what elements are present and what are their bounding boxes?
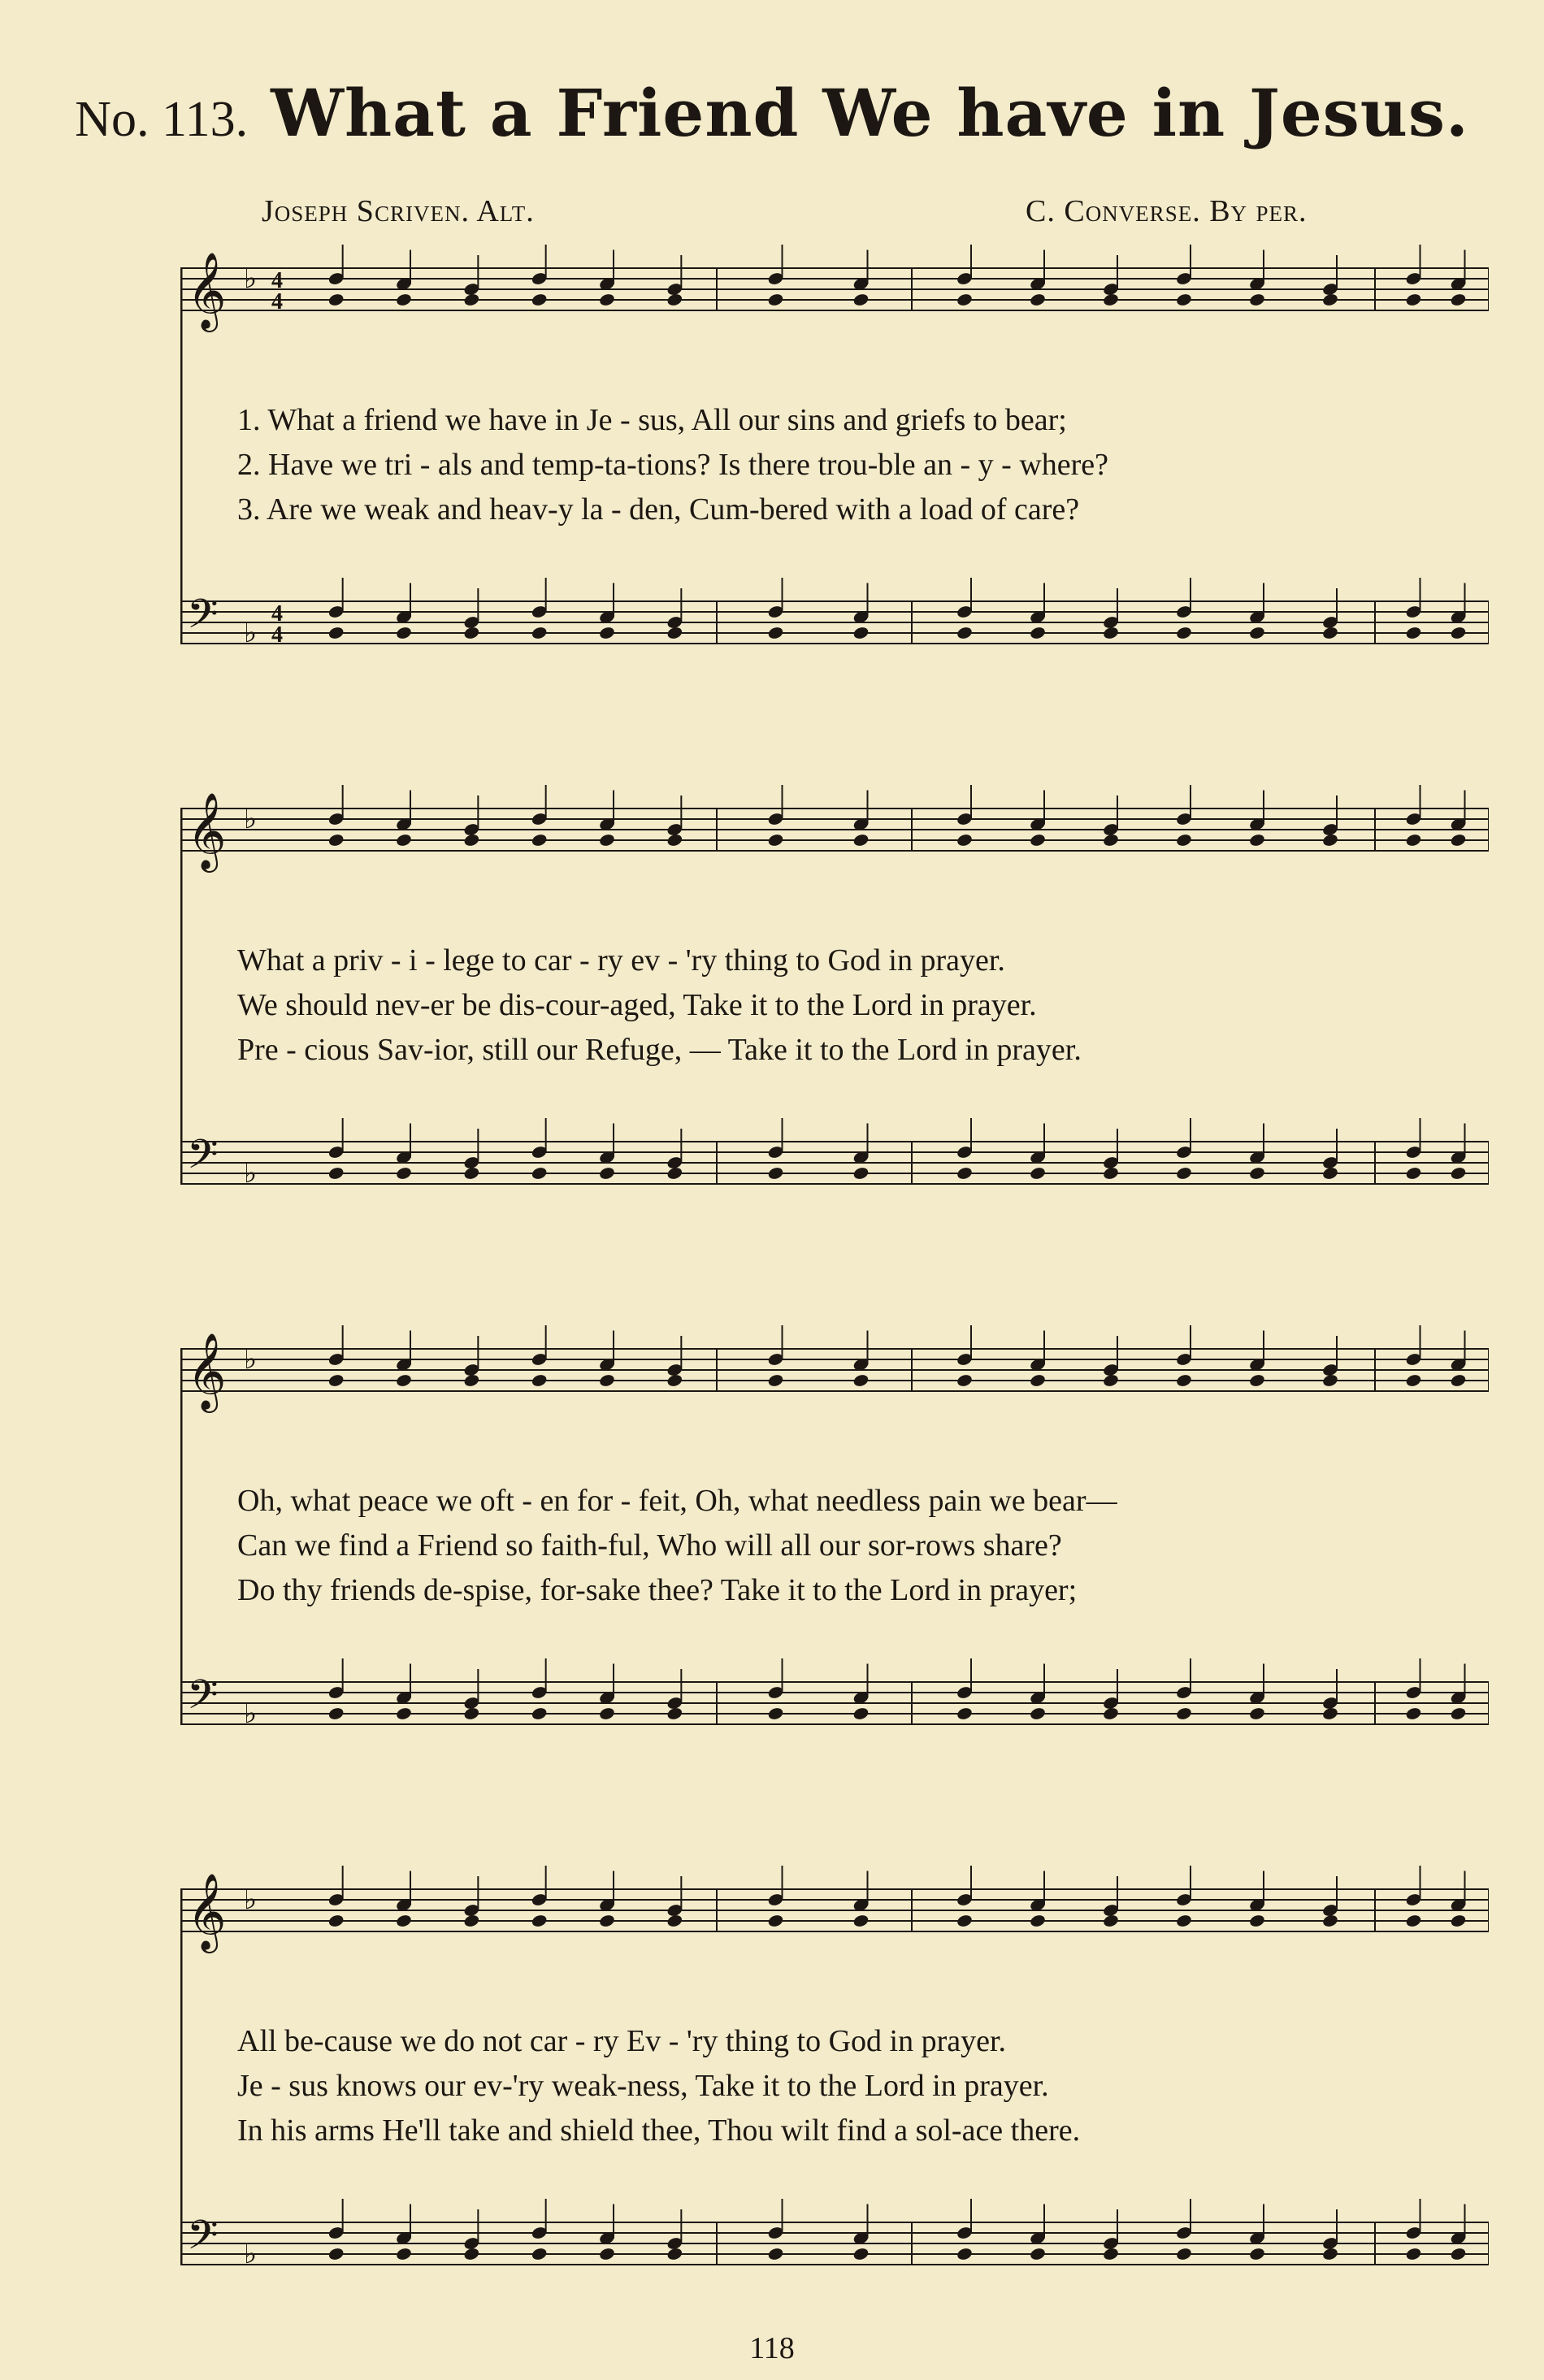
note-head [1405,1373,1422,1388]
note-head [531,1166,548,1181]
note-head [852,833,870,848]
lyric-line: Oh, what peace we oft - en for - feit, Oh, what needless pain we bear— [237,1484,1117,1518]
note-head [767,626,784,640]
note-head [598,1166,615,1181]
note-head [395,626,412,640]
flat-key-signature-icon: ♭ [244,1697,258,1730]
treble-clef-icon: 𝄞 [187,1873,227,1950]
time-signature-digit: 4 [271,289,283,314]
note-head [1029,293,1046,307]
note-head [767,293,784,307]
note-head [1321,626,1338,640]
note-head [956,626,973,640]
note-head [956,1166,973,1181]
note-head [1248,293,1265,307]
words-credit: Joseph Scriven. Alt. [262,194,535,228]
note-head [1405,1914,1422,1928]
note-head [1175,1914,1192,1928]
note-head [1405,1706,1422,1721]
note-head [598,1373,615,1388]
note-head [767,2247,784,2261]
note-head [852,1166,870,1181]
note-head [852,1706,870,1721]
note-head [956,1373,973,1388]
treble-clef-icon: 𝄞 [187,252,227,329]
note-head [1175,293,1192,307]
note-head [956,2247,973,2261]
bass-clef-icon: 𝄢 [187,1671,219,1728]
music-system-3 [180,1324,1489,1747]
note-head [395,1166,412,1181]
note-head [1321,2247,1338,2261]
lyric-line: What a priv - i - lege to car - ry ev - 'ry thing to God in prayer. [237,943,1005,978]
treble-clef-icon: 𝄞 [187,792,227,869]
note-head [531,1914,548,1928]
note-head [395,833,412,848]
note-head [327,1706,345,1721]
note-head [1405,1166,1422,1181]
bass-clef-icon: 𝄢 [187,2212,219,2269]
treble-staff [180,1866,1489,1953]
note-head [598,1706,615,1721]
note-head [1321,1166,1338,1181]
note-head [666,1914,683,1928]
note-head [531,833,548,848]
note-head [1450,1166,1467,1181]
note-head [666,833,683,848]
note-head [852,2247,870,2261]
note-head [767,1914,784,1928]
note-head [327,293,345,307]
bass-clef-icon: 𝄢 [187,1131,219,1188]
note-head [1321,833,1338,848]
lyrics-block [180,1479,1489,1613]
note-head [767,1706,784,1721]
bass-staff [180,1118,1489,1190]
note-head [767,833,784,848]
flat-key-signature-icon: ♭ [244,1884,258,1916]
note-head [531,1706,548,1721]
note-head [666,1706,683,1721]
bass-staff [180,1658,1489,1730]
note-head [956,1914,973,1928]
note-head [1029,1706,1046,1721]
note-head [1450,2247,1467,2261]
note-head [598,833,615,848]
note-head [666,626,683,640]
flat-key-signature-icon: ♭ [244,803,258,835]
note-head [1029,1914,1046,1928]
note-head [1450,293,1467,307]
lyrics-block [180,398,1489,532]
lyric-line: 1. What a friend we have in Je - sus, All our sins and griefs to bear; [237,403,1067,437]
note-head [598,626,615,640]
note-head [1405,626,1422,640]
note-head [1102,1706,1119,1721]
note-head [463,1914,480,1928]
lyrics-block [180,939,1489,1073]
note-head [1102,1166,1119,1181]
note-head [1248,2247,1265,2261]
time-signature-digit: 4 [271,622,283,648]
hymn-title-line [0,75,1544,151]
note-head [327,833,345,848]
note-head [1248,833,1265,848]
note-head [463,833,480,848]
note-head [1321,1706,1338,1721]
note-head [327,626,345,640]
lyric-line: Do thy friends de-spise, for-sake thee? Take it to the Lord in prayer; [237,1573,1078,1607]
flat-key-signature-icon: ♭ [244,1343,258,1376]
note-head [1175,1706,1192,1721]
note-head [327,1373,345,1388]
note-head [767,1166,784,1181]
note-head [1029,833,1046,848]
note-head [1321,1914,1338,1928]
note-head [1450,833,1467,848]
note-head [327,1914,345,1928]
lyric-line: 2. Have we tri - als and temp-ta-tions? Is there trou-ble an - y - where? [237,448,1109,482]
flat-key-signature-icon: ♭ [244,262,258,295]
flat-key-signature-icon: ♭ [244,2238,258,2270]
note-head [598,293,615,307]
note-head [1450,626,1467,640]
note-head [1029,1166,1046,1181]
note-head [1175,2247,1192,2261]
note-head [395,293,412,307]
treble-staff [180,1325,1489,1413]
note-head [1450,1373,1467,1388]
music-system-4 [180,1865,1489,2287]
lyric-line: All be-cause we do not car - ry Ev - 'ry thing to God in prayer. [237,2024,1007,2058]
note-head [463,626,480,640]
treble-staff [180,785,1489,873]
note-head [598,1914,615,1928]
music-system-1 [180,244,1489,666]
note-head [395,1706,412,1721]
page-number: 118 [749,2331,795,2365]
note-head [531,1373,548,1388]
note-head [1248,1373,1265,1388]
lyric-line: In his arms He'll take and shield thee, Thou wilt find a sol-ace there. [237,2113,1081,2148]
note-head [598,2247,615,2261]
lyric-line: Je - sus knows our ev-'ry weak-ness, Take it to the Lord in prayer. [237,2069,1049,2103]
note-head [463,2247,480,2261]
note-head [531,293,548,307]
note-head [395,1914,412,1928]
lyric-line: We should nev-er be dis-cour-aged, Take it to the Lord in prayer. [237,988,1037,1022]
note-head [1248,1166,1265,1181]
note-head [531,626,548,640]
note-head [531,2247,548,2261]
time-signature-digit: 4 [271,601,283,626]
note-head [852,1914,870,1928]
flat-key-signature-icon: ♭ [244,1157,258,1190]
bass-staff [180,578,1489,649]
note-head [1450,1706,1467,1721]
hymn-number: No. 113. [75,92,249,147]
note-head [666,293,683,307]
note-head [956,1706,973,1721]
note-head [1102,293,1119,307]
note-head [1248,1706,1265,1721]
note-head [1175,626,1192,640]
note-head [1405,2247,1422,2261]
note-head [1102,1914,1119,1928]
note-head [327,2247,345,2261]
bass-staff [180,2199,1489,2270]
hymn-title: What a Friend We have in Jesus. [271,75,1469,151]
note-head [852,293,870,307]
note-head [1321,293,1338,307]
note-head [463,1373,480,1388]
note-head [1405,293,1422,307]
note-head [666,1373,683,1388]
note-head [463,1706,480,1721]
note-head [1321,1373,1338,1388]
note-head [1029,1373,1046,1388]
note-head [1175,1166,1192,1181]
bass-clef-icon: 𝄢 [187,591,219,648]
note-head [1029,626,1046,640]
note-head [852,1373,870,1388]
note-head [666,2247,683,2261]
note-head [395,2247,412,2261]
note-head [1102,833,1119,848]
note-head [1102,1373,1119,1388]
lyric-line: Pre - cious Sav-ior, still our Refuge, — Take it to the Lord in prayer. [237,1033,1082,1067]
flat-key-signature-icon: ♭ [244,617,258,649]
note-head [1102,626,1119,640]
note-head [327,1166,345,1181]
time-signature-digit: 4 [271,268,283,293]
lyric-line: Can we find a Friend so faith-ful, Who will all our sor-rows share? [237,1528,1062,1563]
note-head [852,626,870,640]
note-head [956,293,973,307]
note-head [1175,833,1192,848]
note-head [1248,626,1265,640]
music-system-2 [180,784,1489,1207]
music-credit: C. Converse. By per. [1026,194,1308,228]
note-head [1029,2247,1046,2261]
note-head [463,293,480,307]
lyrics-block [180,2019,1489,2153]
note-head [767,1373,784,1388]
note-head [1175,1373,1192,1388]
note-head [1450,1914,1467,1928]
note-head [1248,1914,1265,1928]
note-head [956,833,973,848]
lyric-line: 3. Are we weak and heav-y la - den, Cum-bered with a load of care? [237,492,1080,527]
treble-staff [180,245,1489,332]
note-head [463,1166,480,1181]
note-head [395,1373,412,1388]
note-head [1405,833,1422,848]
note-head [1102,2247,1119,2261]
note-head [666,1166,683,1181]
treble-clef-icon: 𝄞 [187,1333,227,1410]
